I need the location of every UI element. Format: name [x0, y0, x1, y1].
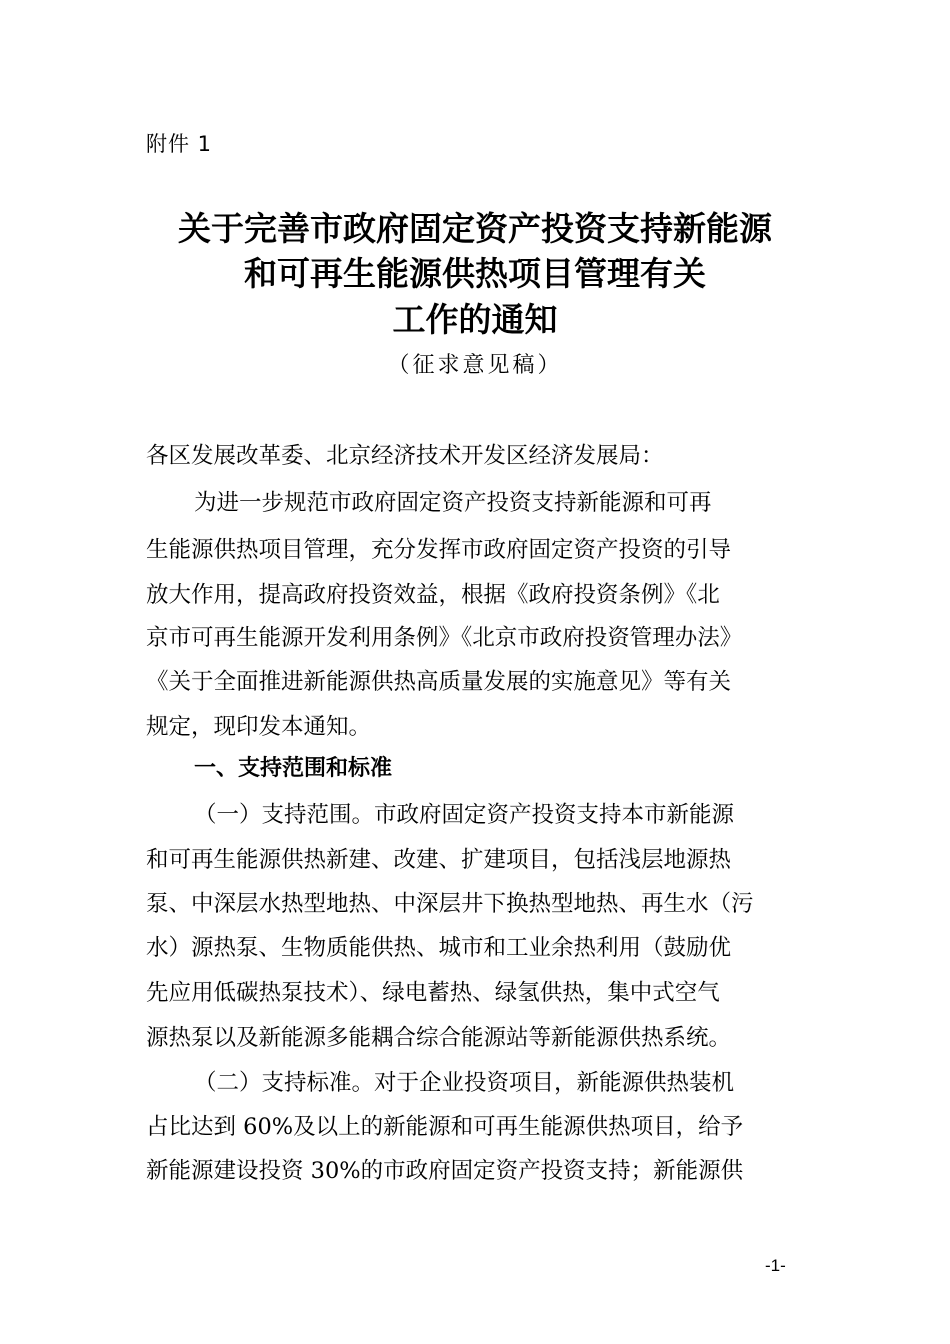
scope-line: 水）源热泵、生物质能供热、城市和工业余热利用（鼓励优: [146, 935, 732, 961]
title-line-1: 关于完善市政府固定资产投资支持新能源: [178, 209, 772, 248]
title-line-3: 工作的通知: [392, 300, 558, 339]
intro-line: 京市可再生能源开发利用条例》《北京市政府投资管理办法》: [146, 625, 743, 651]
standard-line: 占比达到 60%及以上的新能源和可再生能源供热项目，给予: [146, 1114, 744, 1140]
scope-line: 泵、中深层水热型地热、中深层井下换热型地热、再生水（污: [146, 891, 754, 917]
section-heading: 一、支持范围和标准: [194, 756, 393, 781]
intro-line: 《关于全面推进新能源供热高质量发展的实施意见》等有关: [146, 669, 732, 695]
scope-line: 和可再生能源供热新建、改建、扩建项目，包括浅层地源热: [146, 847, 732, 873]
scope-line: （一）支持范围。市政府固定资产投资支持本市新能源: [194, 802, 735, 828]
scope-line: 源热泵以及新能源多能耦合综合能源站等新能源供热系统。: [146, 1025, 732, 1051]
standard-line: 新能源建设投资 30%的市政府固定资产投资支持；新能源供: [146, 1158, 744, 1184]
salutation: 各区发展改革委、北京经济技术开发区经济发展局：: [146, 443, 664, 469]
intro-line: 生能源供热项目管理，充分发挥市政府固定资产投资的引导: [146, 537, 732, 563]
attachment-label: 附件 1: [146, 132, 213, 156]
title-line-2: 和可再生能源供热项目管理有关: [244, 254, 706, 293]
scope-line: 先应用低碳热泵技术）、绿电蓄热、绿氢供热，集中式空气: [146, 980, 720, 1006]
intro-line: 规定，现印发本通知。: [146, 714, 372, 740]
standard-line: （二）支持标准。对于企业投资项目，新能源供热装机: [194, 1070, 735, 1096]
intro-line: 为进一步规范市政府固定资产投资支持新能源和可再: [194, 490, 712, 516]
intro-line: 放大作用，提高政府投资效益，根据《政府投资条例》《北: [146, 582, 720, 608]
draft-subtitle: （征求意见稿）: [387, 353, 563, 378]
page-number: -1-: [765, 1256, 786, 1275]
